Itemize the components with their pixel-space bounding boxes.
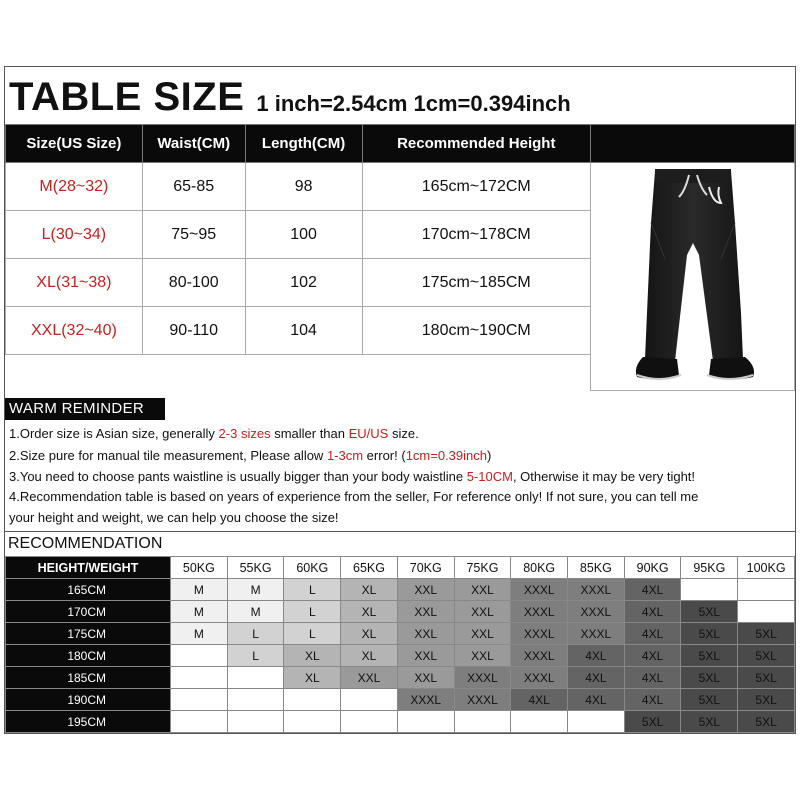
size-recommendation-cell [227, 667, 284, 689]
size-recommendation-cell: 5XL [738, 711, 795, 733]
size-table-header [6, 125, 795, 163]
weight-header: 100KG [738, 557, 795, 579]
size-recommendation-cell: XL [341, 623, 398, 645]
size-recommendation-cell: XXXL [568, 579, 625, 601]
size-recommendation-cell: XXL [454, 623, 511, 645]
header-size: Size(US Size) [6, 125, 143, 163]
waist-cell: 90-110 [142, 307, 245, 355]
conversion-note: 1 inch=2.54cm 1cm=0.394inch [256, 91, 571, 116]
size-recommendation-cell [568, 711, 625, 733]
size-recommendation-cell [171, 689, 228, 711]
size-cell: M(28~32) [6, 163, 143, 211]
size-recommendation-cell [171, 711, 228, 733]
size-recommendation-cell: XXL [397, 601, 454, 623]
size-recommendation-cell: XXL [397, 667, 454, 689]
table-row [6, 579, 795, 601]
size-recommendation-cell [227, 689, 284, 711]
table-row [6, 601, 795, 623]
size-cell: XXL(32~40) [6, 307, 143, 355]
size-recommendation-cell: XXXL [511, 645, 568, 667]
size-recommendation-cell: L [284, 623, 341, 645]
size-recommendation-cell: XL [341, 579, 398, 601]
table-row [6, 689, 795, 711]
size-recommendation-cell: XXL [341, 667, 398, 689]
size-recommendation-cell: L [227, 645, 284, 667]
page-title: TABLE SIZE [9, 75, 245, 119]
size-recommendation-cell: XXXL [454, 667, 511, 689]
size-recommendation-cell: 5XL [738, 645, 795, 667]
size-recommendation-cell [171, 645, 228, 667]
size-recommendation-cell: XXXL [397, 689, 454, 711]
pants-image [593, 163, 793, 385]
reminder-line-4: 4.Recommendation table is based on years of experience from the seller, For reference only! If not sure, you can tell me [9, 489, 699, 504]
size-recommendation-cell: 4XL [624, 689, 681, 711]
height-label: 165CM [6, 579, 171, 601]
weight-header: 85KG [568, 557, 625, 579]
size-recommendation-cell: 4XL [568, 689, 625, 711]
table-row [6, 645, 795, 667]
size-recommendation-cell: 4XL [568, 667, 625, 689]
size-recommendation-cell [454, 711, 511, 733]
table-row [6, 623, 795, 645]
table-row [6, 163, 795, 211]
size-recommendation-cell: 4XL [624, 579, 681, 601]
size-recommendation-cell: M [171, 601, 228, 623]
size-recommendation-cell: 4XL [624, 601, 681, 623]
size-recommendation-cell: 4XL [624, 623, 681, 645]
size-recommendation-cell: XXXL [568, 601, 625, 623]
reminder-line-1: 1.Order size is Asian size, generally 2-3 sizes smaller than EU/US size. [9, 426, 419, 441]
length-cell: 98 [245, 163, 362, 211]
size-cell: XL(31~38) [6, 259, 143, 307]
weight-header: 55KG [227, 557, 284, 579]
size-recommendation-cell: XXL [454, 579, 511, 601]
size-recommendation-cell: 5XL [681, 689, 738, 711]
size-recommendation-cell: 4XL [511, 689, 568, 711]
size-recommendation-cell: 5XL [681, 623, 738, 645]
height-label: 170CM [6, 601, 171, 623]
weight-header: 75KG [454, 557, 511, 579]
size-recommendation-cell [341, 711, 398, 733]
table-row [6, 667, 795, 689]
size-recommendation-cell: 5XL [738, 689, 795, 711]
size-recommendation-cell [511, 711, 568, 733]
header-length: Length(CM) [245, 125, 362, 163]
height-weight-corner: HEIGHT/WEIGHT [6, 557, 171, 579]
height-cell: 180cm~190CM [362, 307, 590, 355]
size-recommendation-cell: M [227, 601, 284, 623]
size-recommendation-cell: 5XL [738, 623, 795, 645]
header-height: Recommended Height [362, 125, 590, 163]
size-recommendation-cell [227, 711, 284, 733]
waist-cell: 80-100 [142, 259, 245, 307]
size-recommendation-cell: XXL [397, 623, 454, 645]
size-recommendation-cell: 4XL [624, 667, 681, 689]
warm-reminder-heading: WARM REMINDER [5, 398, 165, 420]
header-blank [591, 125, 795, 163]
size-recommendation-cell: 5XL [738, 667, 795, 689]
height-cell: 175cm~185CM [362, 259, 590, 307]
size-recommendation-cell: XXXL [568, 623, 625, 645]
length-cell: 104 [245, 307, 362, 355]
size-recommendation-cell [681, 579, 738, 601]
size-recommendation-cell: XL [341, 645, 398, 667]
recommendation-table [5, 556, 795, 733]
size-recommendation-cell: 5XL [681, 645, 738, 667]
size-recommendation-cell: XXXL [511, 579, 568, 601]
weight-header: 50KG [171, 557, 228, 579]
size-recommendation-cell: 4XL [624, 645, 681, 667]
height-label: 190CM [6, 689, 171, 711]
weight-header: 95KG [681, 557, 738, 579]
size-recommendation-cell: XXXL [511, 667, 568, 689]
size-recommendation-cell [341, 689, 398, 711]
height-label: 195CM [6, 711, 171, 733]
weight-header: 80KG [511, 557, 568, 579]
empty-cell [6, 355, 591, 391]
waist-cell: 65-85 [142, 163, 245, 211]
length-cell: 102 [245, 259, 362, 307]
size-recommendation-cell: XL [341, 601, 398, 623]
size-recommendation-cell [397, 711, 454, 733]
size-recommendation-cell: M [171, 579, 228, 601]
weight-header: 70KG [397, 557, 454, 579]
weight-header-row [6, 557, 795, 579]
height-label: 175CM [6, 623, 171, 645]
recommendation-heading: RECOMMENDATION [5, 531, 795, 555]
size-recommendation-cell: XL [284, 667, 341, 689]
size-recommendation-cell: L [227, 623, 284, 645]
size-recommendation-cell [738, 579, 795, 601]
size-recommendation-cell: 5XL [681, 711, 738, 733]
weight-header: 90KG [624, 557, 681, 579]
height-label: 180CM [6, 645, 171, 667]
product-image-cell [591, 163, 795, 391]
header-waist: Waist(CM) [142, 125, 245, 163]
size-recommendation-cell: XXXL [511, 623, 568, 645]
size-recommendation-cell: XXXL [511, 601, 568, 623]
size-recommendation-cell: XL [284, 645, 341, 667]
size-recommendation-cell: XXL [397, 645, 454, 667]
size-recommendation-cell: XXL [454, 645, 511, 667]
size-cell: L(30~34) [6, 211, 143, 259]
height-label: 185CM [6, 667, 171, 689]
table-row [6, 711, 795, 733]
length-cell: 100 [245, 211, 362, 259]
size-recommendation-cell: XXL [397, 579, 454, 601]
size-recommendation-cell: L [284, 579, 341, 601]
reminder-line-3: 3.You need to choose pants waistline is usually bigger than your body waistline 5-10CM, Otherwise it may be very tight! [9, 469, 696, 484]
height-cell: 165cm~172CM [362, 163, 590, 211]
size-recommendation-cell [171, 667, 228, 689]
size-recommendation-cell [284, 711, 341, 733]
reminder-line-5: your height and weight, we can help you choose the size! [9, 510, 339, 525]
title-row [5, 67, 795, 123]
size-recommendation-cell: M [171, 623, 228, 645]
size-recommendation-cell [284, 689, 341, 711]
reminder-line-2: 2.Size pure for manual tile measurement, Please allow 1-3cm error! (1cm=0.39inch) [9, 448, 492, 463]
size-recommendation-cell: 5XL [681, 667, 738, 689]
size-recommendation-cell: 5XL [624, 711, 681, 733]
height-cell: 170cm~178CM [362, 211, 590, 259]
weight-header: 65KG [341, 557, 398, 579]
size-recommendation-cell: M [227, 579, 284, 601]
size-recommendation-cell: 4XL [568, 645, 625, 667]
size-recommendation-cell: 5XL [681, 601, 738, 623]
size-recommendation-cell: XXXL [454, 689, 511, 711]
waist-cell: 75~95 [142, 211, 245, 259]
weight-header: 60KG [284, 557, 341, 579]
size-table [5, 124, 795, 391]
size-recommendation-cell [738, 601, 795, 623]
size-recommendation-cell: L [284, 601, 341, 623]
size-recommendation-cell: XXL [454, 601, 511, 623]
